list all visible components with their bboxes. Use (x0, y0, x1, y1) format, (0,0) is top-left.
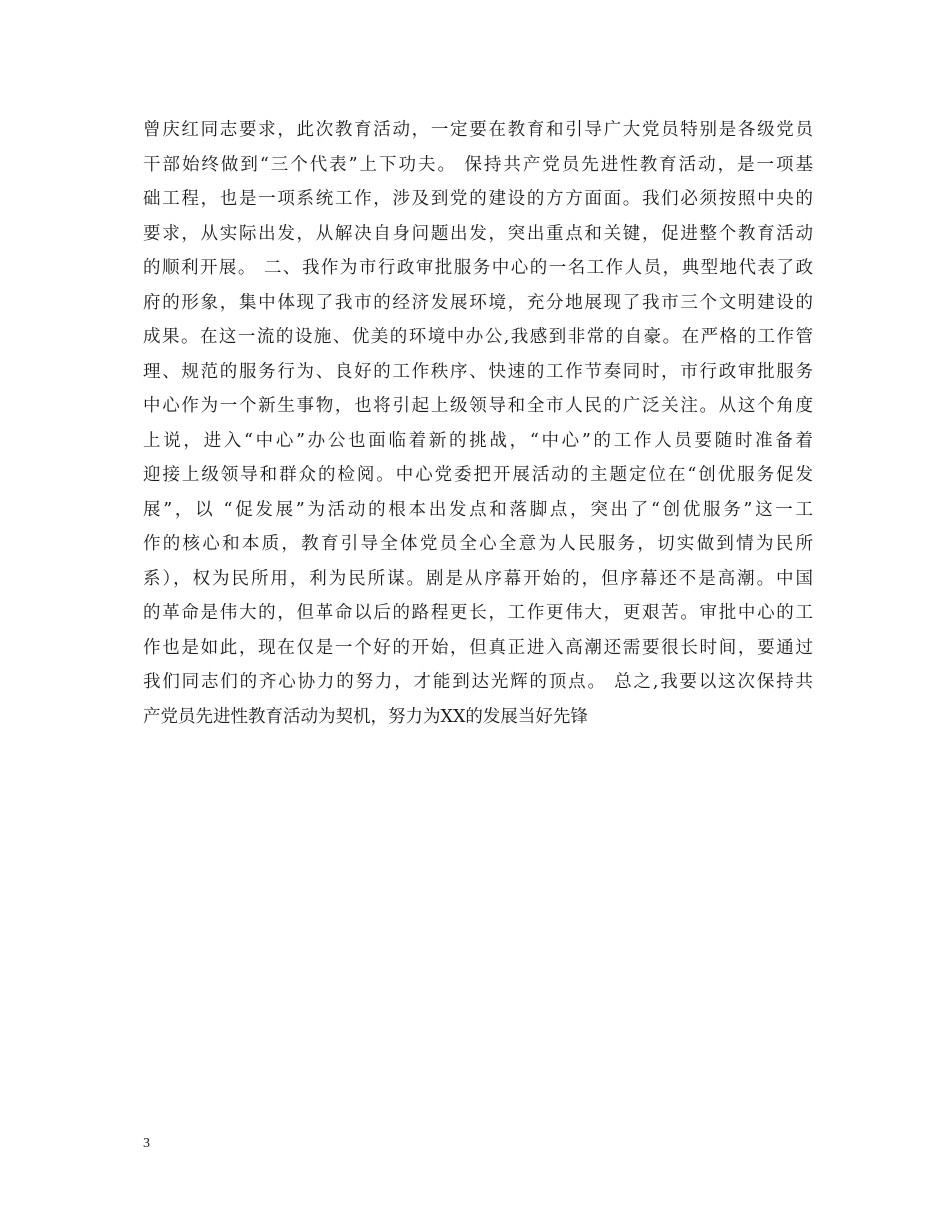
body-text (143, 113, 813, 734)
text-line: 的顺利开展。 二、我作为市行政审批服务中心的一名工作人员，典型地代表了政 (143, 258, 813, 278)
text-line: 理、规范的服务行为、良好的工作秩序、快速的工作节奏同时，市行政审批服务 (143, 361, 813, 382)
text-line: 展”，以 “促发展”为活动的根本出发点和落脚点，突出了“创优服务”这一工 (143, 499, 813, 520)
text-line: 要求，从实际出发，从解决自身问题出发，突出重点和关键，促进整个教育活动 (143, 223, 813, 244)
text-line: 迎接上级领导和群众的检阅。中心党委把开展活动的主题定位在“创优服务促发 (143, 465, 813, 485)
text-line: 府的形象，集中体现了我市的经济发展环境，充分地展现了我市三个文明建设的 (143, 292, 813, 313)
text-line: 的革命是伟大的，但革命以后的路程更长，工作更伟大，更艰苦。审批中心的工 (143, 603, 813, 623)
text-line: 成果。在这一流的设施、优美的环境中办公,我感到非常的自豪。在严格的工作管 (143, 327, 813, 347)
page-number: 3 (143, 1136, 150, 1151)
text-line-last: 产党员先进性教育活动为契机，努力为XX的发展当好先锋 (143, 706, 588, 727)
text-line: 作也是如此，现在仅是一个好的开始，但真正进入高潮还需要很长时间，要通过 (143, 637, 813, 658)
text-line: 上说，进入“中心”办公也面临着新的挑战，“中心”的工作人员要随时准备着 (143, 430, 813, 451)
text-line: 作的核心和本质，教育引导全体党员全心全意为人民服务，切实做到情为民所 (143, 534, 813, 554)
text-line: 系），权为民所用，利为民所谋。剧是从序幕开始的，但序幕还不是高潮。中国 (143, 568, 813, 589)
text-line: 础工程，也是一项系统工作，涉及到党的建设的方方面面。我们必须按照中央的 (143, 189, 813, 209)
text-line: 干部始终做到“三个代表”上下功夫。 保持共产党员先进性教育活动，是一项基 (143, 154, 813, 175)
text-line: 我们同志们的齐心协力的努力，才能到达光辉的顶点。 总之,我要以这次保持共 (143, 672, 813, 692)
text-line: 曾庆红同志要求，此次教育活动，一定要在教育和引导广大党员特别是各级党员 (143, 120, 813, 140)
text-line: 中心作为一个新生事物，也将引起上级领导和全市人民的广泛关注。从这个角度 (143, 396, 813, 416)
